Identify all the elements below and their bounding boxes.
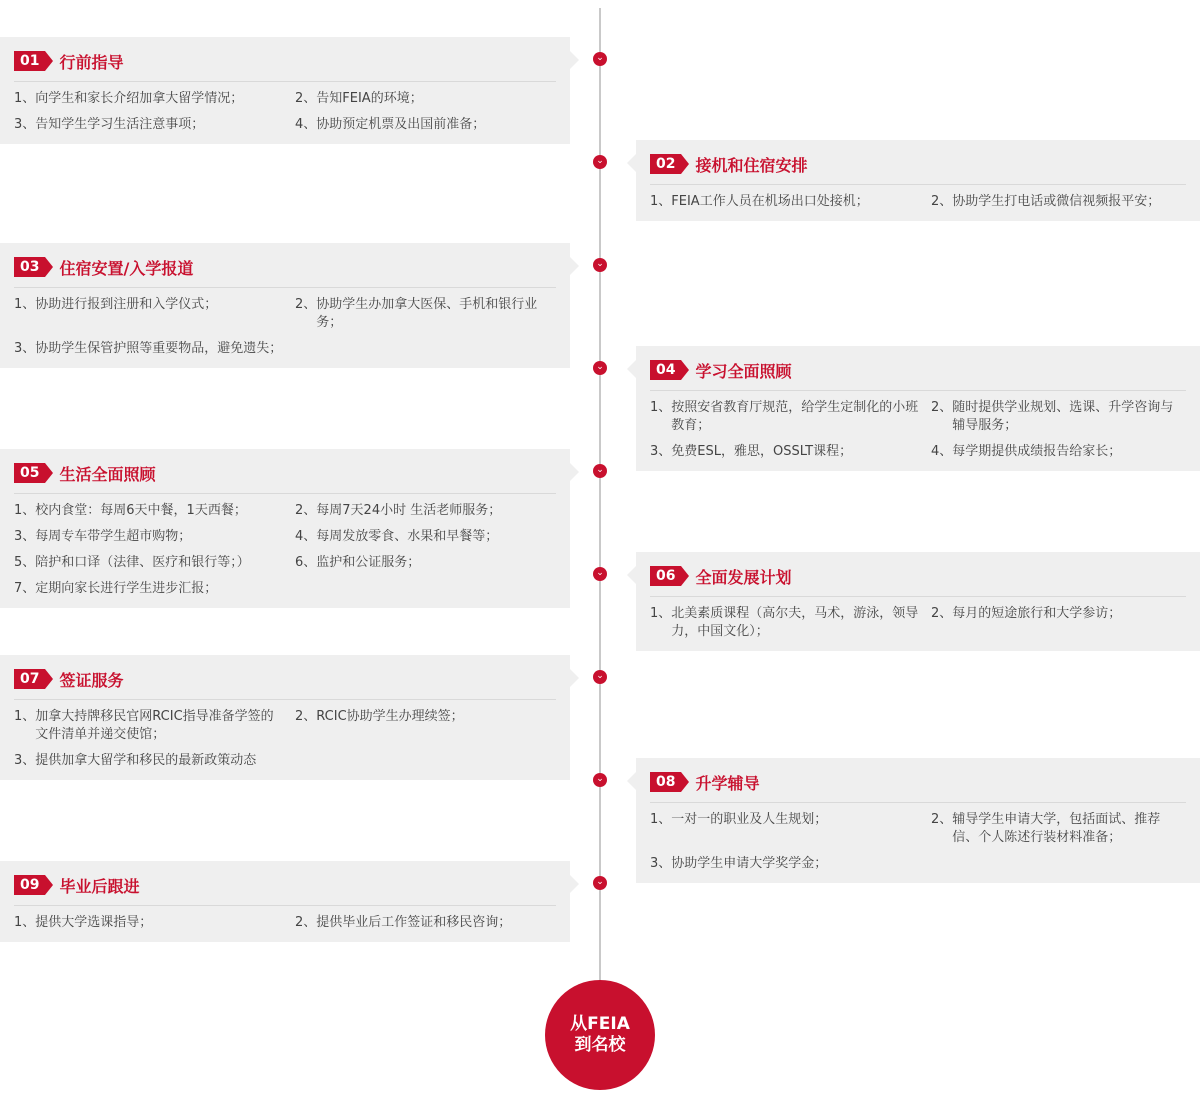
step-item-index: 2、 [295,709,317,724]
step-title: 住宿安置/入学报道 [59,258,194,278]
divider [14,905,556,906]
step-item [295,90,556,108]
step-card [636,758,1200,883]
step-item-text: 协助进行报到注册和入学仪式； [35,297,218,312]
step-header [14,49,556,73]
step-item [295,554,556,572]
step-item-text: 辅导学生申请大学，包括面试、推荐信、个人陈述行装材料准备； [952,812,1161,845]
step-item-index: 3、 [14,753,36,768]
step-item-list [14,708,556,770]
chevron-down-icon: ⌄ [593,567,607,581]
step-item-index: 1、 [14,91,36,106]
step-title: 行前指导 [59,52,124,72]
step-item-list [650,605,1186,641]
step-item-index: 1、 [650,194,672,209]
step-item-text: 定期向家长进行学生进步汇报； [35,581,218,596]
step-item [14,914,295,932]
divider [14,493,556,494]
step-item-text: 按照安省教育厅规范，给学生定制化的小班教育； [671,400,919,433]
step-title: 接机和住宿安排 [695,155,808,175]
step-item-text: 随时提供学业规划、选课、升学咨询与辅导服务； [952,400,1174,433]
step-number-badge: 04 [650,360,681,380]
step-card [0,449,570,608]
step-item-index: 2、 [295,91,317,106]
step-item-index: 2、 [295,297,317,312]
step-item [650,399,931,435]
step-item-text: 每周发放零食、水果和早餐等； [316,529,499,544]
step-item [14,502,295,520]
step-item-text: 协助预定机票及出国前准备； [316,117,486,132]
step-card [0,37,570,144]
step-item-index: 7、 [14,581,36,596]
step-item-index: 3、 [650,444,672,459]
step-header [650,770,1186,794]
step-item [931,399,1186,435]
step-number-badge: 01 [14,51,45,71]
step-item [931,443,1186,461]
end-badge [545,980,655,1090]
step-header [14,873,556,897]
step-item-index: 1、 [14,297,36,312]
step-header [14,461,556,485]
step-card [0,243,570,368]
step-title: 生活全面照顾 [59,464,156,484]
divider [650,802,1186,803]
step-item-index: 1、 [650,400,672,415]
divider [14,699,556,700]
step-item-text: 一对一的职业及人生规划； [671,812,828,827]
step-item-index: 3、 [14,341,36,356]
step-title: 升学辅导 [695,773,760,793]
step-item [650,855,931,873]
step-number-badge: 03 [14,257,45,277]
divider [14,81,556,82]
step-item-text: FEIA工作人员在机场出口处接机； [671,194,869,209]
step-item [14,116,295,134]
step-header [14,255,556,279]
step-item-list [14,502,556,598]
step-header [14,667,556,691]
step-item-text: 陪护和口译（法律、医疗和银行等；） [35,555,250,570]
step-item-list [14,296,556,358]
step-item-index: 2、 [295,503,317,518]
step-item-index: 2、 [931,606,953,621]
chevron-down-icon: ⌄ [593,361,607,375]
divider [14,287,556,288]
chevron-down-icon: ⌄ [593,876,607,890]
step-number-badge: 06 [650,566,681,586]
step-card [636,552,1200,651]
step-header [650,152,1186,176]
step-item-list [14,90,556,134]
step-item-list [650,399,1186,461]
step-item-index: 1、 [14,709,36,724]
step-item [650,193,931,211]
step-item [650,605,931,641]
step-item-list [650,193,1186,211]
step-item-text: 免费ESL，雅思，OSSLT课程； [671,444,853,459]
step-item-text: 监护和公证服务； [316,555,421,570]
end-badge-line2: 到名校 [574,1035,626,1055]
step-item-text: 向学生和家长介绍加拿大留学情况； [35,91,244,106]
step-item-text: 协助学生申请大学奖学金； [671,856,828,871]
step-item [931,811,1186,847]
step-item-text: 每周7天24小时 生活老师服务； [316,503,502,518]
step-item-text: 协助学生打电话或微信视频报平安； [952,194,1161,209]
step-item-index: 5、 [14,555,36,570]
step-item [295,708,556,744]
step-item-index: 6、 [295,555,317,570]
step-item [931,605,1186,641]
step-item-text: 告知学生学习生活注意事项； [35,117,205,132]
step-item [14,554,295,572]
step-item [295,914,556,932]
step-item-text: RCIC协助学生办理续签； [316,709,464,724]
step-item-index: 3、 [14,117,36,132]
step-item [295,116,556,134]
step-item [14,296,295,332]
step-number-badge: 09 [14,875,45,895]
step-item [14,708,295,744]
step-item-index: 1、 [650,812,672,827]
step-item [650,443,931,461]
divider [650,184,1186,185]
step-item-text: 告知FEIA的环境； [316,91,423,106]
step-item-index: 1、 [650,606,672,621]
step-item-index: 2、 [295,915,317,930]
step-item [295,528,556,546]
step-item-index: 4、 [295,117,317,132]
step-item-text: 校内食堂：每周6天中餐，1天西餐； [35,503,247,518]
end-badge-line1: 从FEIA [570,1014,630,1034]
step-title: 签证服务 [59,670,124,690]
step-item-text: 协助学生保管护照等重要物品，避免遗失； [35,341,283,356]
step-title: 全面发展计划 [695,567,792,587]
step-item-text: 提供大学选课指导； [35,915,153,930]
step-item [14,752,295,770]
step-item [14,580,295,598]
step-item-text: 北美素质课程（高尔夫，马术，游泳，领导力，中国文化）； [671,606,919,639]
step-item [295,502,556,520]
chevron-down-icon: ⌄ [593,773,607,787]
step-title: 学习全面照顾 [695,361,792,381]
step-item [14,90,295,108]
step-item-index: 2、 [931,400,953,415]
step-item [14,340,295,358]
step-item-text: 提供加拿大留学和移民的最新政策动态 [35,753,257,768]
step-item-index: 1、 [14,503,36,518]
step-item-index: 2、 [931,812,953,827]
step-number-badge: 08 [650,772,681,792]
step-item-text: 加拿大持牌移民官网RCIC指导准备学签的文件清单并递交使馆； [35,709,274,742]
divider [650,596,1186,597]
step-item [650,811,931,847]
divider [650,390,1186,391]
chevron-down-icon: ⌄ [593,52,607,66]
chevron-down-icon: ⌄ [593,258,607,272]
step-item-index: 3、 [650,856,672,871]
step-item-list [14,914,556,932]
step-item-index: 4、 [295,529,317,544]
step-number-badge: 05 [14,463,45,483]
step-header [650,564,1186,588]
step-item [295,296,556,332]
step-item-text: 协助学生办加拿大医保、手机和银行业务； [316,297,538,330]
step-item-index: 4、 [931,444,953,459]
step-item-text: 每周专车带学生超市购物； [35,529,192,544]
step-card [0,655,570,780]
step-header [650,358,1186,382]
chevron-down-icon: ⌄ [593,670,607,684]
step-title: 毕业后跟进 [59,876,140,896]
step-number-badge: 02 [650,154,681,174]
step-item [14,528,295,546]
step-item [931,193,1186,211]
step-item-index: 2、 [931,194,953,209]
chevron-down-icon: ⌄ [593,155,607,169]
step-card [0,861,570,942]
step-card [636,346,1200,471]
step-item-index: 1、 [14,915,36,930]
step-item-text: 提供毕业后工作签证和移民咨询； [316,915,512,930]
step-card [636,140,1200,221]
step-item-index: 3、 [14,529,36,544]
chevron-down-icon: ⌄ [593,464,607,478]
step-number-badge: 07 [14,669,45,689]
step-item-text: 每学期提供成绩报告给家长； [952,444,1122,459]
step-item-list [650,811,1186,873]
step-item-text: 每月的短途旅行和大学参访； [952,606,1122,621]
